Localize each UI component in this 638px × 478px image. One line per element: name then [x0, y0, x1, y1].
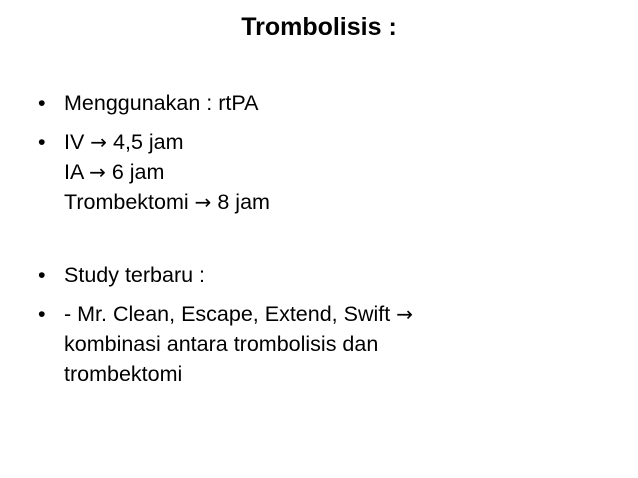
bullet-list	[38, 88, 618, 398]
arrow-right-icon: →	[90, 130, 108, 154]
line-prefix: IV	[64, 130, 91, 154]
trials-line	[64, 299, 618, 329]
line-suffix: 8 jam	[211, 190, 270, 214]
duration-line-trombektomi	[64, 187, 618, 217]
line-prefix: - Mr. Clean, Escape, Extend, Swift	[64, 302, 397, 326]
bullet-dot-icon: •	[38, 263, 46, 287]
duration-line-ia	[64, 157, 618, 187]
spacer	[38, 226, 618, 260]
bullet-dot-icon: •	[38, 302, 46, 326]
slide-title: Trombolisis :	[241, 13, 397, 41]
bullet-item-menggunakan	[38, 88, 618, 118]
arrow-right-icon: →	[89, 160, 106, 184]
line-prefix: IA	[64, 160, 90, 184]
bullet-text: Study terbaru :	[64, 263, 206, 287]
line-suffix: 4,5 jam	[107, 130, 184, 154]
duration-line-iv	[64, 127, 618, 157]
bullet-dot-icon: •	[38, 91, 46, 115]
bullet-item-trials	[38, 299, 618, 389]
bullet-item-study	[38, 260, 618, 290]
arrow-right-icon: →	[396, 302, 413, 326]
bullet-text: trombektomi	[64, 362, 183, 386]
line-prefix: Trombektomi	[64, 190, 195, 214]
bullet-item-durations	[38, 127, 618, 217]
bullet-text: Menggunakan : rtPA	[64, 91, 259, 115]
line-suffix: 6 jam	[105, 160, 165, 184]
bullet-dot-icon: •	[38, 130, 46, 154]
arrow-right-icon: →	[194, 190, 212, 214]
bullet-text: kombinasi antara trombolisis dan	[64, 332, 379, 356]
